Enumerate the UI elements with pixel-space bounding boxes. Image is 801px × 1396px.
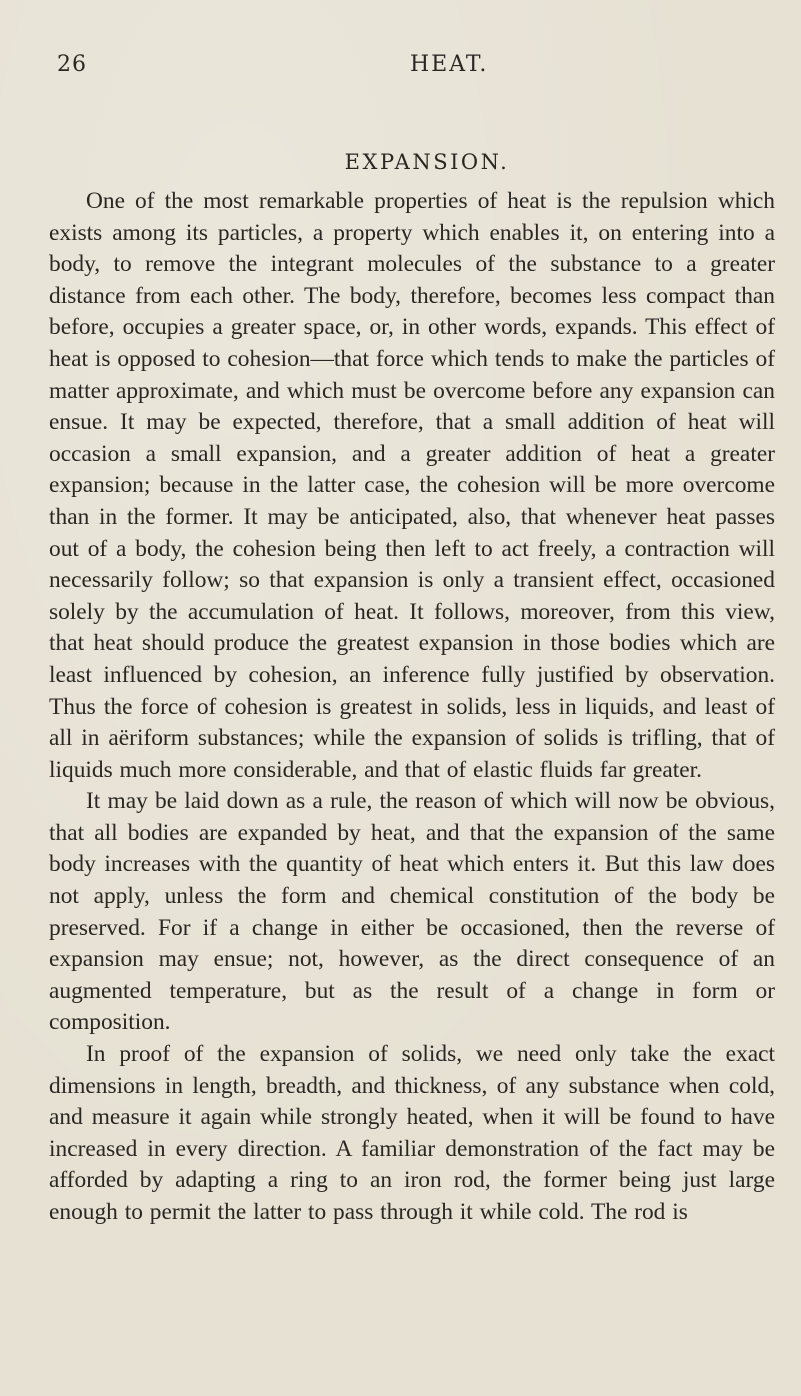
page-number: 26 <box>57 52 87 77</box>
section-heading: EXPANSION. <box>344 150 510 174</box>
paragraph-2: It may be laid down as a rule, the reason of which will now be obvious, that all bodies are expanded by heat, and that the expansion of the same body increases with the quantity of heat which enters it. But this law does not apply, unless the form and chemical constitution of the body be preserved. For if a change in either be occasioned, then the reverse of expansion may ensue; not, however, as the direct consequence of an augmented temperature, but as the result of a change in form or composition. <box>49 788 775 1036</box>
paragraph-1: One of the most remarkable properties of heat is the repulsion which exists among its particles, a property which enables it, on entering into a body, to remove the integrant molecules of the substance to a greater distance from each other. The body, therefore, becomes less compact than before, occupies a greater space, or, in other words, expands. This effect of heat is opposed to cohesion—that force which tends to make the particles of matter approximate, and which must be overcome before any expansion can ensue. It may be expected, therefore, that a small addition of heat will occasion a small expansion, and a greater addition of heat a greater expansion; because in the latter case, the cohesion will be more overcome than in the former. It may be anticipated, also, that whenever heat passes out of a body, the cohesion being then left to act freely, a contraction will necessarily follow; so that expansion is only a transient effect, occasioned solely by the accumulation of heat. It follows, moreover, from this view, that heat should produce the greatest expansion in those bodies which are least influenced by cohesion, an inference fully justified by observation. Thus the force of cohesion is greatest in solids, less in liquids, and least of all in aëriform substances; while the expansion of solids is trifling, that of liquids much more considerable, and that of elastic fluids far greater. <box>49 188 775 783</box>
running-title: HEAT. <box>410 52 489 77</box>
running-head <box>49 52 775 92</box>
paragraph-3: In proof of the expansion of solids, we need only take the exact dimensions in length, breadth, and thickness, of any substance when cold, and measure it again while strongly heated, when it will be found to have increased in every direction. A familiar demonstration of the fact may be afforded by adapting a ring to an iron rod, the former being just large enough to permit the latter to pass through it while cold. The rod is <box>49 1041 775 1225</box>
